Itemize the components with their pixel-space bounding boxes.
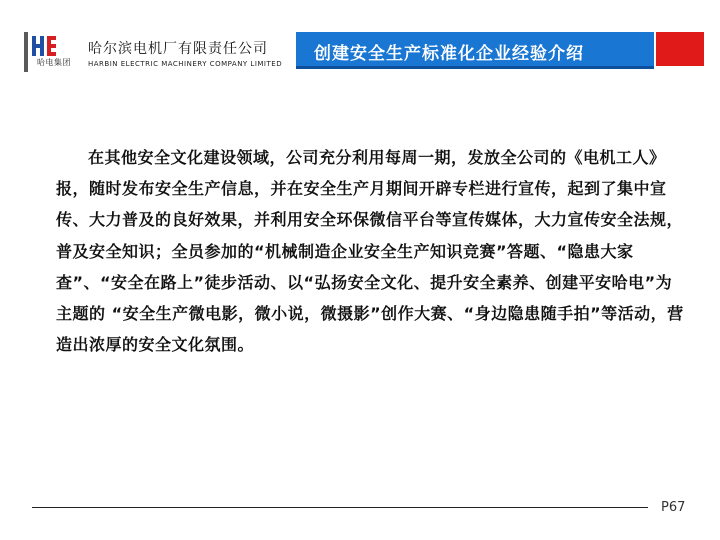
page-number: P67 [661,500,686,515]
body-paragraph: 在其他安全文化建设领域，公司充分利用每周一期，发放全公司的《电机工人》报，随时发布安全生产信息，并在安全生产月期间开辟专栏进行宣传，起到了集中宣传、大力普及的良好效果，并利用安全环保微信平台等宣传媒体，大力宣传安全法规，普及安全知识；全员参加的“机械制造企业安全生产知识竞赛”答题、“隐患大家查”、“安全在路上”徒步活动、以“弘扬安全文化、提升安全素养、创建平安哈电”为主题的 “安全生产微电影，微小说，微摄影”创作大赛、“身边隐患随手拍”等活动，营造出浓厚的安全文化氛围。 [56,148,684,355]
red-accent-block [656,32,704,66]
company-name-cn: 哈尔滨电机厂有限责任公司 [88,41,268,57]
company-logo [32,36,72,56]
title-banner [296,32,654,66]
slide-title: 创建安全生产标准化企业经验介绍 [314,44,584,64]
footer-divider [32,507,648,508]
slide-header [0,0,720,80]
company-name-en: HARBIN ELECTRIC MACHINERY COMPANY LIMITED [88,60,283,68]
company-logo-icon [32,36,72,56]
logo-sub-label: 哈电集团 [37,58,71,67]
logo-accent-bar [24,32,28,72]
